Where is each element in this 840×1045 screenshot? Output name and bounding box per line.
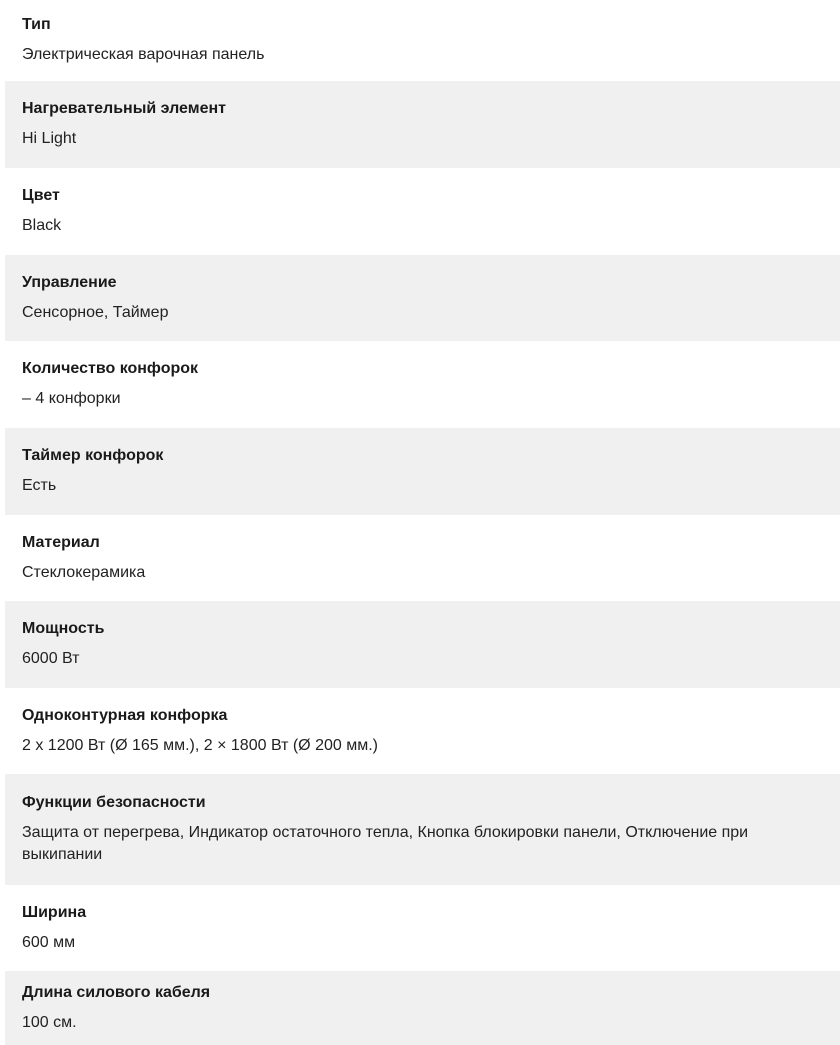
spec-row-control xyxy=(5,255,840,341)
spec-value: Black xyxy=(22,217,62,234)
spec-name: Управление xyxy=(22,273,117,291)
spec-row-type xyxy=(5,0,840,81)
spec-row-heating-element xyxy=(5,81,840,168)
spec-name: Одноконтурная конфорка xyxy=(22,706,228,724)
spec-name: Функции безопасности xyxy=(22,794,206,811)
spec-name: Длина силового кабеля xyxy=(22,983,211,1001)
spec-value: 2 х 1200 Вт (Ø 165 мм.), 2 × 1800 Вт (Ø 200 мм.) xyxy=(22,736,378,754)
spec-row-single-circuit-burner xyxy=(5,688,840,774)
spec-name: Ширина xyxy=(22,903,87,921)
spec-row-burner-timer xyxy=(5,428,840,515)
spec-row-safety-functions xyxy=(5,774,840,885)
spec-value: Электрическая варочная панель xyxy=(22,46,265,63)
spec-value: Hi Light xyxy=(22,130,77,147)
spec-value: Стеклокерамика xyxy=(22,563,146,581)
spec-value: 100 см. xyxy=(22,1013,77,1031)
spec-name: Мощность xyxy=(22,620,105,637)
spec-name: Таймер конфорок xyxy=(22,447,164,464)
spec-name: Количество конфорок xyxy=(22,360,199,377)
spec-row-power xyxy=(5,601,840,688)
spec-value: 6000 Вт xyxy=(22,650,80,667)
spec-row-width xyxy=(5,885,840,971)
spec-name: Тип xyxy=(22,16,51,33)
spec-name: Материал xyxy=(22,533,100,551)
spec-value: Сенсорное, Таймер xyxy=(22,303,169,321)
spec-value: Защита от перегрева, Индикатор остаточного тепла, Кнопка блокировки панели, Отключение при выкипании xyxy=(22,824,749,863)
spec-row-cable-length xyxy=(5,971,840,1045)
spec-row-burner-count xyxy=(5,341,840,428)
spec-value: 600 мм xyxy=(22,933,76,951)
spec-row-color xyxy=(5,168,840,255)
spec-name: Цвет xyxy=(22,187,60,204)
spec-value: Есть xyxy=(22,477,57,494)
spec-row-material xyxy=(5,515,840,601)
spec-value: – 4 конфорки xyxy=(22,390,121,407)
spec-name: Нагревательный элемент xyxy=(22,100,226,117)
